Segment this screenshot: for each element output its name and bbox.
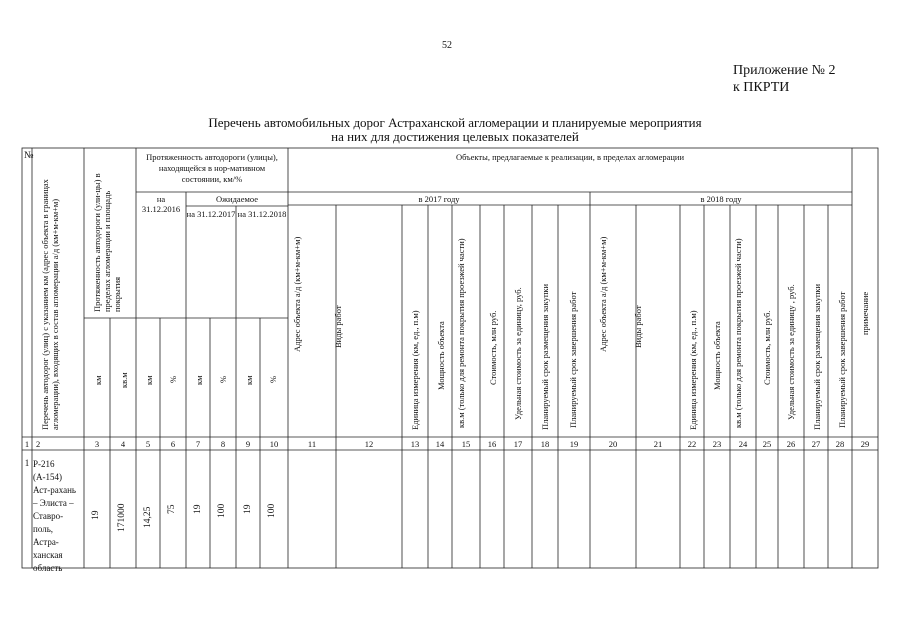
header-procurement-2017: Планируемый срок размещения закупки xyxy=(540,283,550,430)
row-length-km: 19 xyxy=(91,510,101,520)
header-unit-2018: Единица измерения (км, ед., п.м) xyxy=(688,310,698,430)
row-pct-2017: 100 xyxy=(217,503,227,518)
column-number: 9 xyxy=(245,439,251,449)
column-number: 5 xyxy=(145,439,151,449)
column-number: 7 xyxy=(195,439,201,449)
unit-km-2017: км xyxy=(194,375,204,385)
column-number: 28 xyxy=(835,439,845,449)
row-pct-2018: 100 xyxy=(267,503,277,518)
column-number: 11 xyxy=(307,439,317,449)
header-unit-2017: Единица измерения (км, ед., п.м) xyxy=(410,310,420,430)
header-unit-cost-2017: Удельная стоимость за единицу, руб. xyxy=(513,287,523,420)
column-number: 18 xyxy=(540,439,550,449)
row-km-2018: 19 xyxy=(243,504,253,514)
unit-pct-2018: % xyxy=(268,375,278,383)
title-line-2: на них для достижения целевых показателей xyxy=(331,129,579,144)
header-completion-2018: Планируемый срок завершения работ xyxy=(837,291,847,428)
header-capacity-2017: Мощность объекта xyxy=(436,321,446,390)
column-number: 4 xyxy=(120,439,126,449)
header-on-2016: на 31.12.2016 xyxy=(141,194,181,214)
header-note: примечание xyxy=(860,291,870,335)
column-number: 8 xyxy=(220,439,226,449)
header-year-2018: в 2018 году xyxy=(700,194,742,204)
unit-km-2018: км xyxy=(244,375,254,385)
column-number: 2 xyxy=(36,439,41,449)
row-km-2016: 14,25 xyxy=(143,506,153,528)
header-work-types-2017: Виды работ xyxy=(333,305,343,348)
column-number: 17 xyxy=(513,439,523,449)
header-capacity-2018: Мощность объекта xyxy=(712,321,722,390)
header-on-2017: на 31.12.2017 xyxy=(186,209,236,219)
header-sqm-2018: кв.м (только для ремонта покрытия проезжей части) xyxy=(733,238,743,428)
header-procurement-2018: Планируемый срок размещения закупки xyxy=(812,283,822,430)
column-number: 22 xyxy=(687,439,697,449)
page-number: 52 xyxy=(442,40,452,51)
header-cost-2017: Стоимость, млн руб. xyxy=(488,310,498,385)
column-number: 27 xyxy=(811,439,821,449)
column-number: 15 xyxy=(461,439,471,449)
row-road-name: Р-216 (А-154) Аст-рахань – Элиста – Ставро-поль, Астра-ханская область xyxy=(33,459,76,573)
header-cost-2018: Стоимость, млн руб. xyxy=(762,310,772,385)
header-address-2017: Адрес объекта а/д (км+м-км+м) xyxy=(292,236,302,352)
column-number: 29 xyxy=(860,439,870,449)
column-number: 23 xyxy=(712,439,722,449)
row-km-2017: 19 xyxy=(193,504,203,514)
title-line-1: Перечень автомобильных дорог Астраханской агломерации и планируемые мероприятия xyxy=(208,115,702,130)
header-length: Протяженность автодороги (ули-цы) в пределах агломерации и площадь покрытия xyxy=(92,173,122,312)
unit-km-2016: км xyxy=(144,375,154,385)
header-on-2018: на 31.12.2018 xyxy=(237,209,287,219)
column-number: 3 xyxy=(94,439,100,449)
header-road-name: Перечень автодорог (улиц) с указанием км (адрес объекта в границах агломерации), входящих в состав агломерации а/д (км+м-км+м) xyxy=(40,179,60,430)
header-unit-cost-2018: Удельная стоимость за единицу , руб. xyxy=(786,284,796,420)
header-completion-2017: Планируемый срок завершения работ xyxy=(568,291,578,428)
header-objects: Объекты, предлагаемые к реализации, в пределах агломерации xyxy=(455,152,685,162)
unit-km-length: км xyxy=(93,375,103,385)
annex-line-1: Приложение № 2 xyxy=(733,63,836,78)
unit-pct-2016: % xyxy=(168,375,178,383)
column-number: 12 xyxy=(364,439,374,449)
column-number: 24 xyxy=(738,439,748,449)
row-number: 1 xyxy=(24,458,30,468)
header-expected: Ожидаемое xyxy=(216,194,258,204)
header-normative: Протяженность автодороги (улицы), находящейся в нор-мативном состоянии, км/% xyxy=(146,152,278,184)
row-area-sqm: 171000 xyxy=(117,503,127,532)
header-address-2018: Адрес объекта а/д (км+м-км+м) xyxy=(598,236,608,352)
header-number: № xyxy=(24,150,34,161)
column-number: 10 xyxy=(269,439,279,449)
column-number: 19 xyxy=(569,439,579,449)
header-work-types-2018: Виды работ xyxy=(633,305,643,348)
unit-sqm: кв.м xyxy=(119,372,129,388)
column-number: 21 xyxy=(653,439,663,449)
column-number: 20 xyxy=(608,439,618,449)
column-number: 1 xyxy=(24,439,30,449)
column-number: 13 xyxy=(410,439,420,449)
header-sqm-2017: кв.м (только для ремонта покрытия проезжей части) xyxy=(456,238,466,428)
row-pct-2016: 75 xyxy=(167,504,177,514)
column-number: 14 xyxy=(435,439,445,449)
column-number: 25 xyxy=(762,439,772,449)
column-number: 26 xyxy=(786,439,796,449)
header-year-2017: в 2017 году xyxy=(418,194,460,204)
column-number: 16 xyxy=(487,439,497,449)
unit-pct-2017: % xyxy=(218,375,228,383)
annex-line-2: к ПКРТИ xyxy=(733,80,790,95)
column-number: 6 xyxy=(170,439,176,449)
